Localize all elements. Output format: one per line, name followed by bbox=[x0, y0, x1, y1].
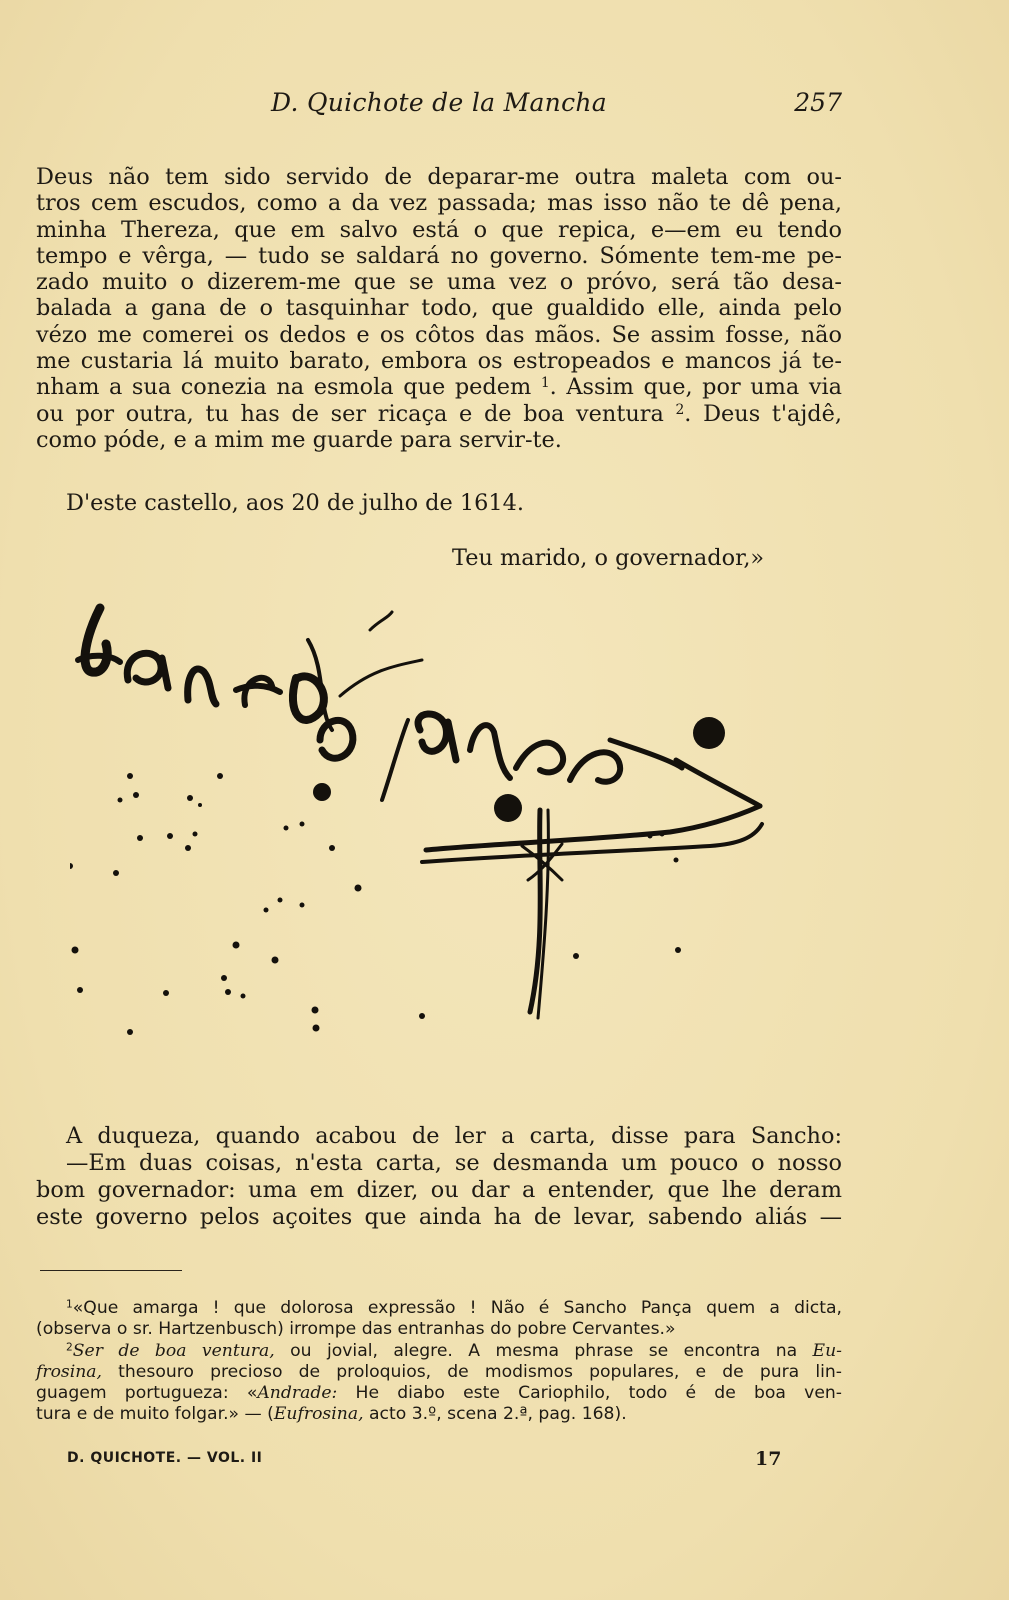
text-line: balada a gana de o tasquinhar todo, que gualdido elle, ainda pelo bbox=[36, 295, 842, 322]
printer-signature-mark: D. QUICHOTE. — VOL. II bbox=[67, 1450, 263, 1466]
footnote-2-line bbox=[36, 1404, 842, 1425]
footnote-2-line bbox=[36, 1383, 842, 1404]
text-line: este governo pelos açoites que ainda ha de levar, sabendo aliás — bbox=[36, 1204, 842, 1230]
text-segment: He diabo este Cariophilo, todo é de boa ven- bbox=[337, 1383, 843, 1404]
footnote-2-line bbox=[36, 1341, 842, 1362]
text-segment: . Deus t'ajdê, bbox=[684, 400, 842, 427]
text-segment: acto 3.º, scena 2.ª, pag. 168). bbox=[363, 1404, 627, 1425]
text-segment: «Que amarga ! que dolorosa expressão ! Não é Sancho Pança quem a dicta, bbox=[72, 1298, 842, 1318]
letter-dateline: D'este castello, aos 20 de julho de 1614. bbox=[66, 490, 524, 516]
running-title: D. Quichote de la Mancha bbox=[271, 88, 607, 117]
text-line: minha Thereza, que em salvo está o que repica, e—em eu tendo bbox=[36, 216, 842, 243]
footnote-2-line bbox=[36, 1362, 842, 1383]
footnote-2-mark: 2 bbox=[66, 1340, 73, 1354]
text-segment: Andrade: bbox=[257, 1383, 338, 1404]
text-segment: Eu- bbox=[812, 1340, 842, 1361]
letter-closing: Teu marido, o governador,» bbox=[452, 545, 765, 571]
text-line: como póde, e a mim me guarde para servir-te. bbox=[36, 426, 562, 453]
text-segment: ou jovial, alegre. A mesma phrase se encontra na bbox=[274, 1340, 813, 1361]
sheet-number: 17 bbox=[755, 1448, 782, 1470]
narrative-text bbox=[36, 1123, 842, 1231]
text-segment: guagem portugueza: « bbox=[36, 1383, 258, 1404]
sancho-panca-signature bbox=[70, 600, 800, 1070]
text-segment: nham a sua conezia na esmola que pedem bbox=[36, 374, 541, 401]
text-line bbox=[36, 374, 842, 400]
running-head bbox=[36, 88, 842, 124]
text-line: me custaria lá muito barato, embora os estropeados e mancos já te- bbox=[36, 348, 842, 375]
text-line: A duqueza, quando acabou de ler a carta, disse para Sancho: bbox=[66, 1123, 842, 1149]
text-segment: tura e de muito folgar.» — ( bbox=[36, 1404, 274, 1425]
footnote-ref-1[interactable]: 1 bbox=[540, 375, 550, 392]
text-line: Deus não tem sido servido de deparar-me outra maleta com ou- bbox=[36, 164, 842, 190]
text-line: —Em duas coisas, n'esta carta, se desmanda um pouco o nosso bbox=[66, 1150, 842, 1176]
text-line bbox=[36, 401, 842, 427]
text-segment: Ser de boa ventura, bbox=[72, 1340, 275, 1361]
text-line: vézo me comerei os dedos e os côtos das mãos. Se assim fosse, não bbox=[36, 321, 842, 348]
text-segment: ou por outra, tu has de ser ricaça e de boa ventura bbox=[36, 400, 676, 427]
footnote-ref-2[interactable]: 2 bbox=[675, 401, 685, 418]
text-segment: . Assim que, por uma via bbox=[549, 374, 842, 401]
text-segment: thesouro precioso de proloquios, de modismos populares, e de pura lin- bbox=[102, 1361, 842, 1382]
footnote-1-mark: 1 bbox=[66, 1297, 73, 1311]
text-line: bom governador: uma em dizer, ou dar a entender, que lhe deram bbox=[36, 1177, 842, 1203]
text-segment: Eufrosina, bbox=[273, 1404, 364, 1425]
text-segment: frosina, bbox=[36, 1361, 103, 1382]
text-line: zado muito o dizerem-me que se uma vez o próvo, será tão desa- bbox=[36, 269, 842, 296]
footnote-divider bbox=[40, 1270, 182, 1271]
footnote-1-line bbox=[36, 1298, 842, 1319]
footnotes bbox=[36, 1298, 842, 1426]
footnote-1-line: (observa o sr. Hartzenbusch) irrompe das entranhas do pobre Cervantes.» bbox=[36, 1319, 676, 1340]
text-line: tempo e vêrga, — tudo se saldará no governo. Sómente tem-me pe- bbox=[36, 242, 842, 269]
page-number: 257 bbox=[794, 88, 842, 117]
text-line: tros cem escudos, como a da vez passada; mas isso não te dê pena, bbox=[36, 190, 842, 217]
letter-text bbox=[36, 164, 842, 453]
